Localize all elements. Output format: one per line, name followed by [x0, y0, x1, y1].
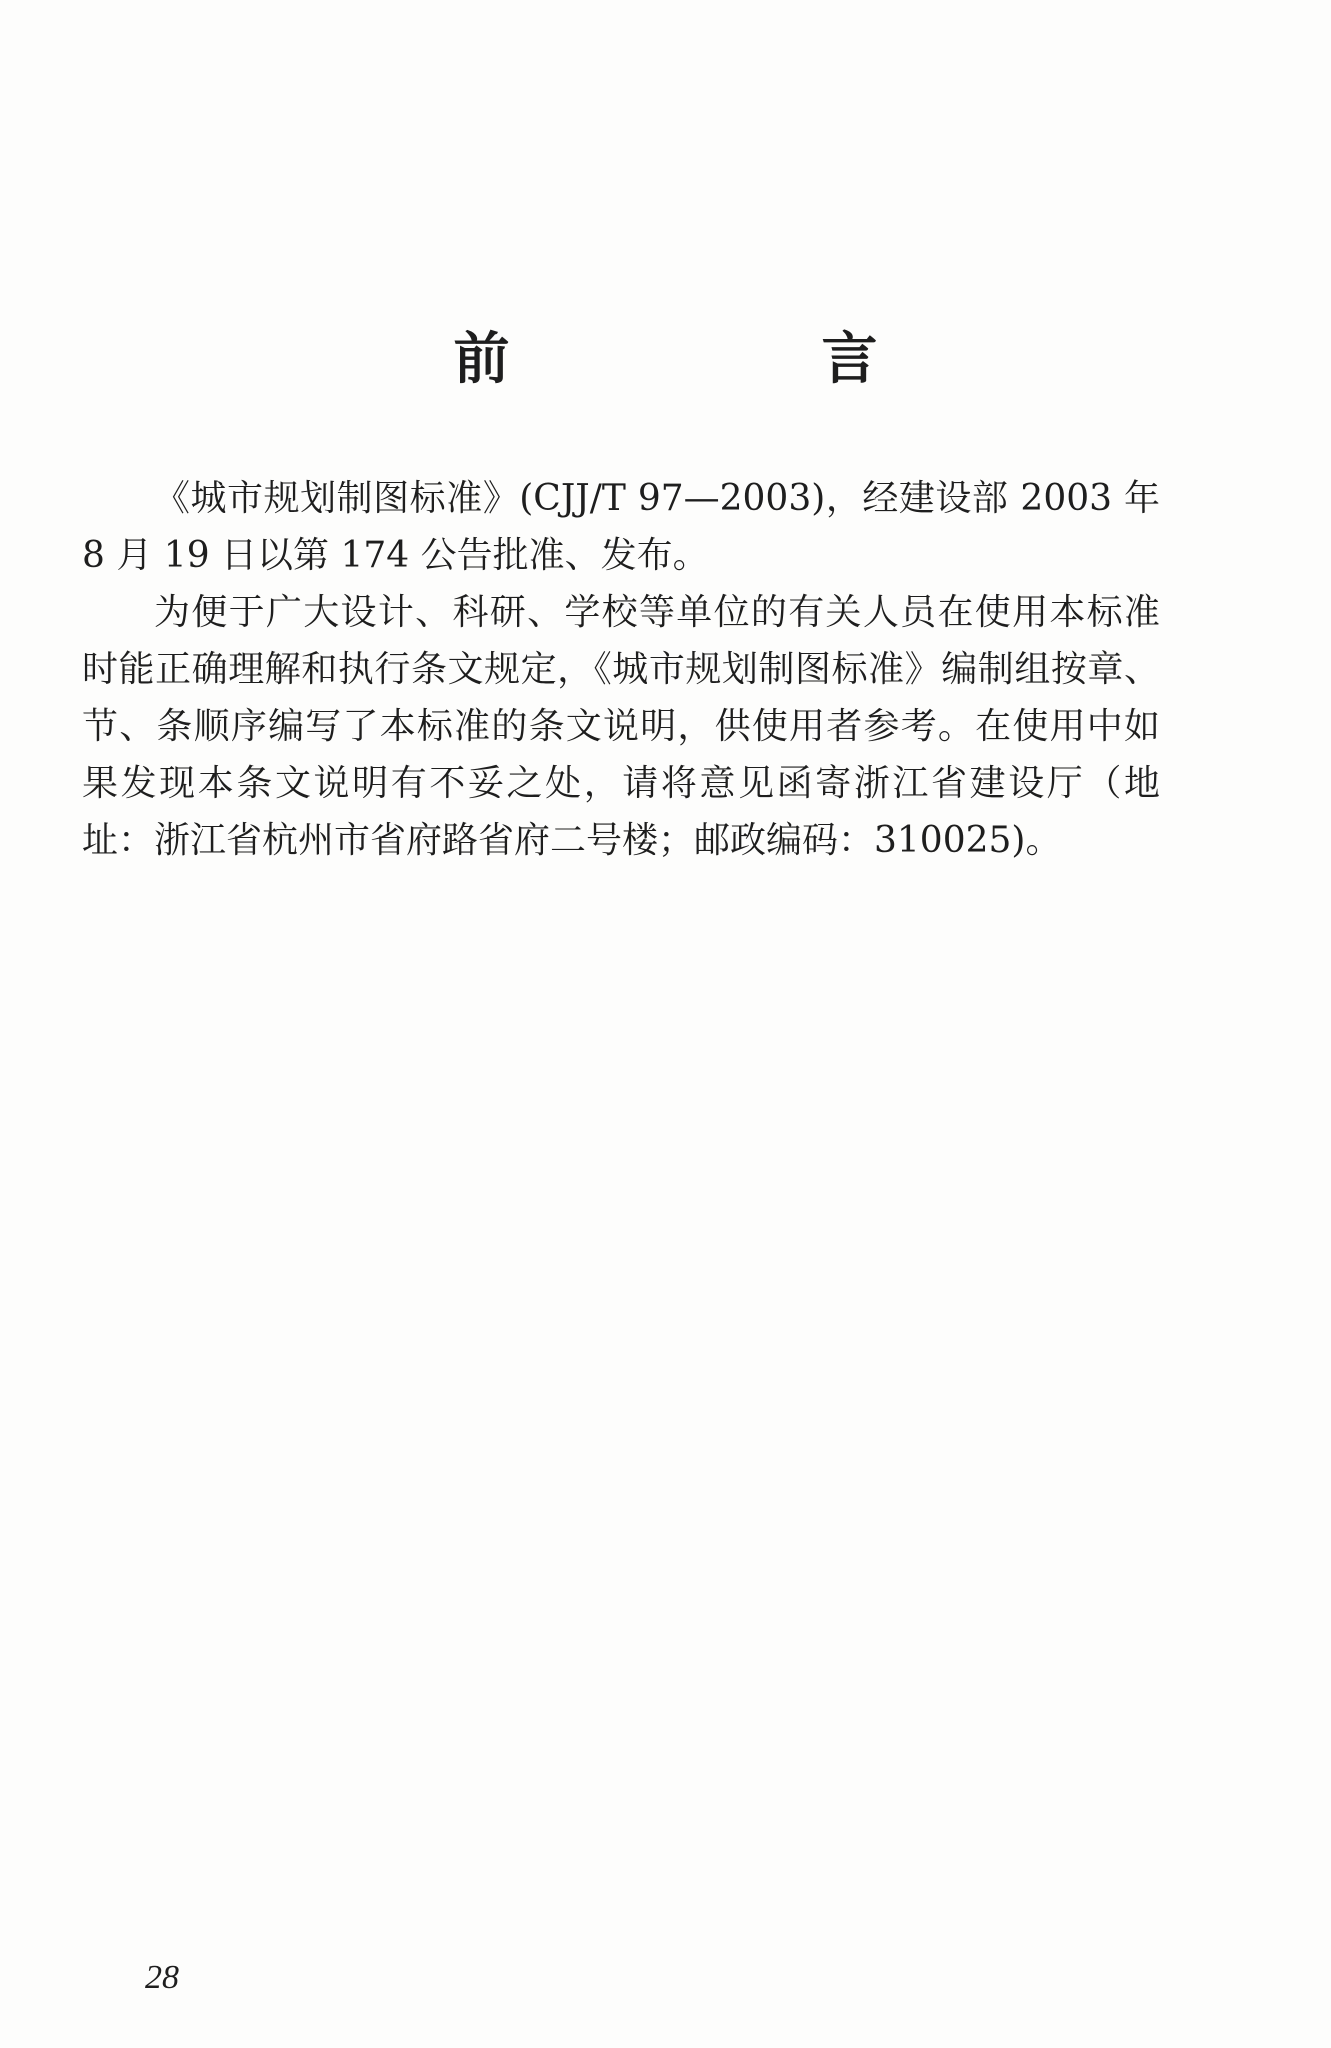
preface-body	[82, 470, 1160, 869]
page-number: 28	[145, 1959, 179, 1996]
preface-paragraph-2: 为便于广大设计、科研、学校等单位的有关人员在使用本标准时能正确理解和执行条文规定，《城市规划制图标准》编制组按章、节、条顺序编写了本标准的条文说明，供使用者参考。在使用中如果发现本条文说明有不妥之处，请将意见函寄浙江省建设厅（地址：浙江省杭州市省府路省府二号楼；邮政编码：310025)。	[82, 592, 1160, 861]
page-title: 前 言	[453, 327, 1006, 392]
preface-paragraph-1: 《城市规划制图标准》(CJJ/T 97—2003)，经建设部 2003 年 8 月 19 日以第 174 公告批准、发布。	[82, 478, 1160, 576]
